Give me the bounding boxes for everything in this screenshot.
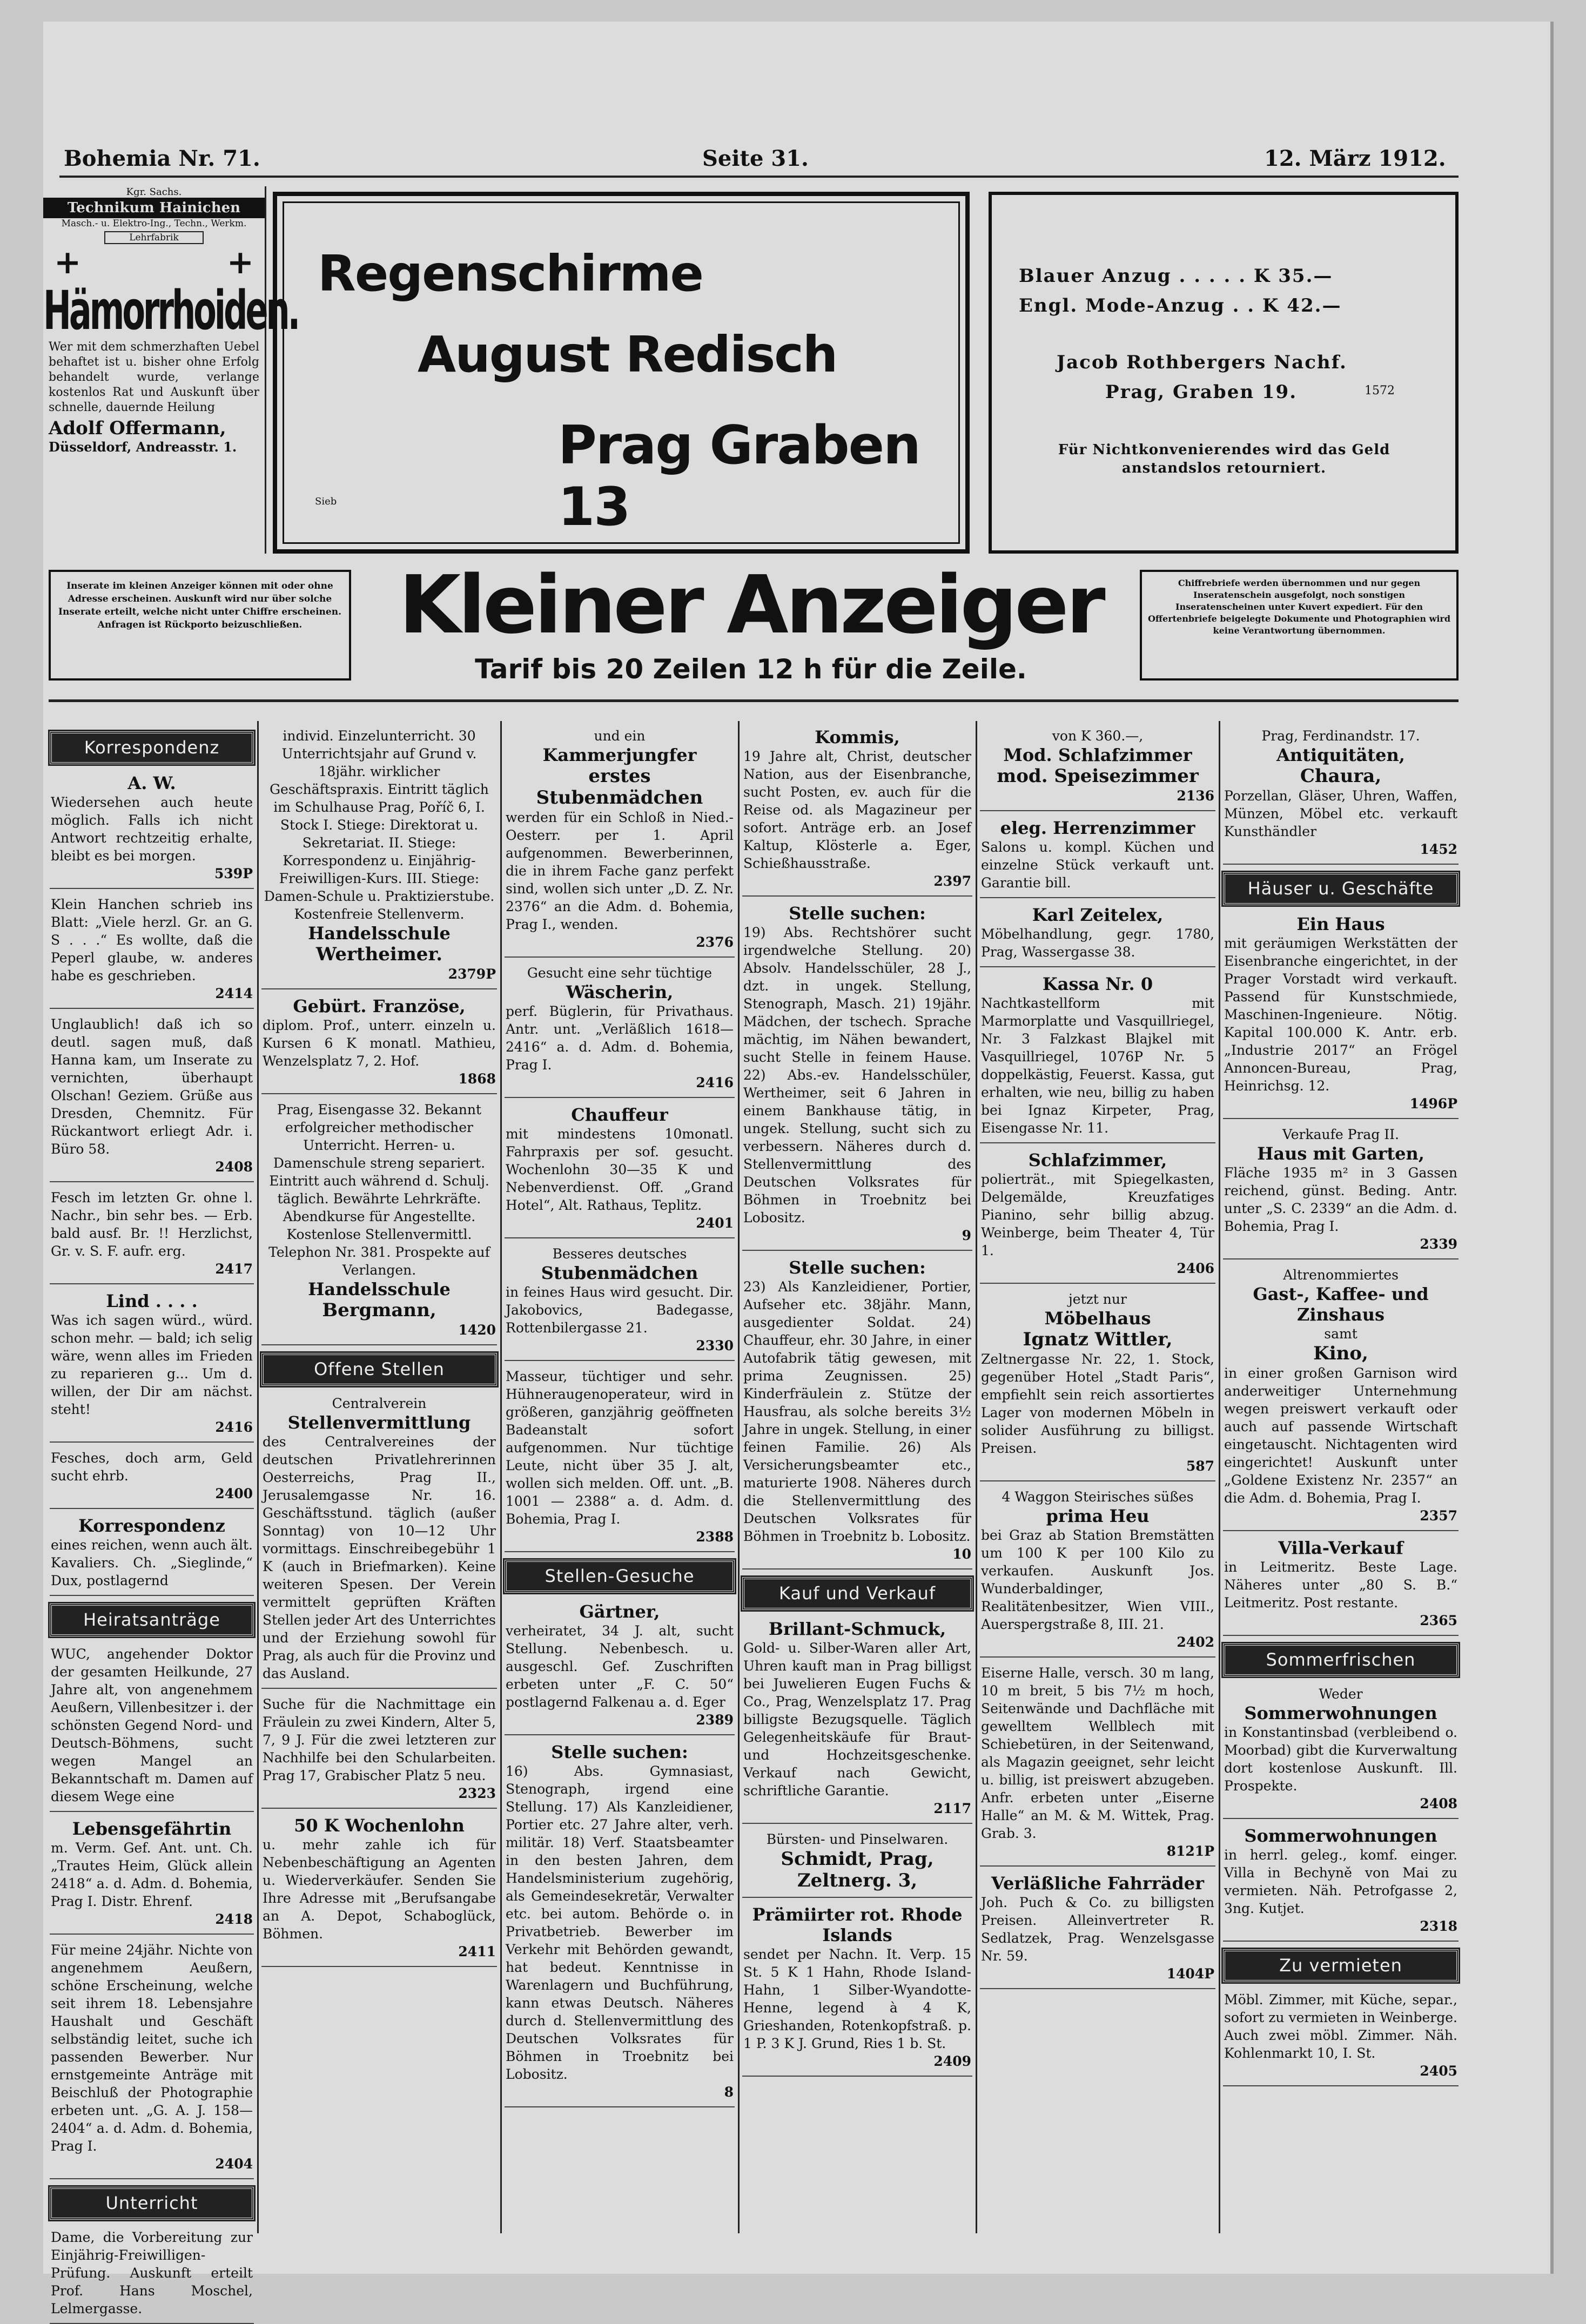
ad-code: 2411	[458, 1944, 496, 1959]
ad-body: perf. Büglerin, für Privathaus. Antr. unt. „Verläßlich 1618—2416“ a. d. Adm. d. Bohemia, Prag I.	[506, 1003, 734, 1073]
ad-body: in herrl. geleg., komf. einger. Villa in Bechyně von Mai zu vermieten. Näh. Petrofgasse 2, 3ng. Kutjet.	[1224, 1847, 1457, 1916]
ad-body: Fesch im letzten Gr. ohne l. Nachr., bin sehr bes. — Erb. bald ausf. Br. !! Herzlichst, Gr. v. S. F. aufr. erg.	[51, 1190, 253, 1259]
classified-ad	[980, 1147, 1215, 1284]
column-1	[50, 724, 254, 2316]
ad-code: 2357	[1420, 1508, 1457, 1524]
ad-body: Möbl. Zimmer, mit Küche, separ., sofort zu vermieten in Weinberge. Auch zwei möbl. Zimmer. Näh. Kohlenmarkt 10, I. St.	[1224, 1992, 1457, 2061]
ad-title: Gebürt. Französe,	[293, 996, 466, 1016]
ad-body: Joh. Puch & Co. zu billigsten Preisen. Alleinvertreter R. Sedlatzek, Prag. Wenzelsgasse Nr. 59.	[981, 1895, 1214, 1964]
ad-body: 16) Abs. Gymnasiast, Stenograph, irgend eine Stellung. 17) Als Kanzleidiener, Portier etc. 27 Jahre alter, verh. militär. 18) Verf. Staatsbeamter in den besten Jahren, dem Handelsministerium zugehörig, als Gemeindesekretär, Verwalter etc. bei autom. Behörde o. in Privatbetrieb. Bewerber im Verkehr mit Behörden gewandt, hat bedeut. Kenntnisse in Warenlagern und Buchführung, kann etwas Deutsch. Näheres durch d. Stellenvermittlung des Deutschen Volksrates für Böhmen in Troebnitz bei Lobositz.	[506, 1763, 734, 2082]
ad-title: Chauffeur	[571, 1104, 668, 1125]
ad-title: Sommerwohnungen	[1244, 1703, 1437, 1723]
ad-title: Schlafzimmer,	[1028, 1150, 1167, 1170]
ad-title: Haus mit Garten,	[1257, 1143, 1424, 1164]
ad-body: in einer großen Garnison wird anderweitiger Unternehmung wegen preiswert verkauft oder auch auf passende Wirtschaft eingetauscht. Nichtagenten wird eingerichtet! Auskunft unter „Goldene Existenz Nr. 2357“ an die Adm. d. Bohemia, Prag I.	[1224, 1365, 1457, 1506]
rothberger-firm: Jacob Rothbergers Nachf.	[1057, 352, 1347, 373]
column-4-ads	[742, 724, 972, 1569]
ad-body: des Centralvereines der deutschen Privatlehrerinnen Oesterreichs, Prag II., Jerusalemgasse Nr. 16. Geschäftsstund. täglich (außer Sonntag) von 10—12 Uhr vormittags. Einschreibegebühr 1 K (auch in Briefmarken). Keine weiteren Spesen. Der Verein vermittelt geprüften Kräften Stellen jeder Art des Unterrichtes und der Erziehung sowohl für Prag, als auch für die Provinz und das Ausland.	[263, 1434, 496, 1681]
ad-code: 2400	[215, 1486, 253, 1501]
classified-ad	[1223, 1682, 1459, 1819]
classified-ad	[50, 770, 254, 889]
ad-technikum-haemorrhoiden	[43, 186, 299, 554]
ad-code: 539P	[214, 866, 253, 881]
ad-body: bei Graz ab Station Bremstätten um 100 K per 100 Kilo zu verkaufen. Auskunft Jos. Wunderbaldinger, Realitätenbesitzer, Wien VIII., Auerspergstraße 8, III. 21.	[981, 1527, 1214, 1632]
plus-signs	[43, 246, 265, 279]
classified-ad	[261, 1812, 497, 1967]
ad-title: A. W.	[127, 773, 176, 793]
plus-icon: +	[54, 244, 82, 281]
ad-code: 2414	[215, 986, 253, 1001]
classified-ad	[505, 724, 735, 958]
ad-body: Klein Hanchen schrieb ins Blatt: „Viele herzl. Gr. an G. S . . .“ Es wollte, daß die Peperl glaube, w. anderes habe es geschrieben.	[51, 897, 253, 984]
technikum-line-3: Lehrfabrik	[104, 231, 204, 244]
ad-title: Stubenmädchen	[541, 1263, 698, 1283]
ad-code: 2365	[1420, 1613, 1457, 1628]
header-page-number: Seite 31.	[702, 146, 809, 171]
ad-title: Kommis,	[815, 727, 900, 747]
ad-title: Kassa Nr. 0	[1042, 974, 1153, 994]
ad-body: Fläche 1935 m² in 3 Gassen reichend, günst. Beding. Antr. unter „S. C. 2339“ an die Adm. d. Bohemia, Prag I.	[1224, 1165, 1457, 1234]
ad-title: Sommerwohnungen	[1244, 1825, 1437, 1846]
ad-title: Mod. Schlafzimmer	[1003, 745, 1192, 765]
ad-body: 19) Abs. Rechtshörer sucht irgendwelche Stellung. 20) Absolv. Handelsschüler, 28 J., dzt. in ungek. Stellung, Stenograph, Masch. 21) 19jähr. Mädchen, der tschech. Sprache mächtig, im Nähen bewandert, sucht Stelle in feinem Hause. 22) Abs.-ev. Handelsschüler, Wertheimer, seit 6 Jahren in einem Bankhause tätig, in ungek. Stellung, sucht sich zu verbessern. Näheres durch d. Stellenvermittlung des Deutschen Volksrates für Böhmen in Troebnitz bei Lobositz.	[743, 925, 971, 1225]
ad-body: 23) Als Kanzleidiener, Portier, Aufseher etc. 38jähr. Mann, ausgedienter Soldat. 24) Chauffeur, ehr. 30 Jahre, in einer Autofabrik tätig gewesen, mit prima Zeugnissen. 25) Kinderfräulein z. Stütze der Hausfrau, als solche bereits 3½ Jahre in ungek. Stellung, in einer feinen Familie. 26) Als Versicherungsbeamter etc., maturierte 1908. Näheres durch die Stellenvermittlung des Deutschen Volksrates für Böhmen in Troebnitz b. Lobositz.	[743, 1279, 971, 1544]
ad-title: Lind . . . .	[106, 1291, 198, 1311]
rothberger-address: Prag, Graben 19.	[1105, 381, 1298, 403]
ad-code: 2136	[1177, 788, 1214, 804]
ad-code: 2379P	[448, 966, 496, 982]
ad-body: Dame, die Vorbereitung zur Einjährig-Freiwilligen-Prüfung. Auskunft erteilt Prof. Hans Moschel, Lelmergasse.	[51, 2229, 253, 2316]
ad-code: 2418	[215, 1911, 253, 1927]
category-sommerfrischen: Sommerfrischen	[1223, 1643, 1459, 1676]
ad-code: 2318	[1420, 1918, 1457, 1934]
classified-ad	[50, 1938, 254, 2179]
ad-code: 1404P	[1166, 1966, 1214, 1982]
column-6-ads	[1223, 724, 1459, 865]
classified-ad	[505, 1242, 735, 1361]
classified-ad	[1223, 724, 1459, 865]
plus-icon: +	[226, 244, 254, 281]
kleiner-anzeiger-title: Kleiner Anzeiger	[399, 558, 1103, 651]
ad-code: 1496P	[1409, 1096, 1457, 1112]
ad-title: Stelle suchen:	[551, 1742, 688, 1762]
classified-ad	[1223, 1263, 1459, 1531]
ad-code: 1868	[458, 1071, 496, 1087]
ad-subline: Altrenommiertes	[1283, 1267, 1399, 1283]
ad-subline: Verkaufe Prag II.	[1282, 1127, 1399, 1142]
category-offene-stellen: Offene Stellen	[261, 1353, 497, 1386]
ad-subline: samt	[1324, 1326, 1357, 1342]
ad-code: 2408	[1420, 1796, 1457, 1811]
regenschirme-line2: August Redisch	[418, 326, 837, 383]
header-rule	[59, 176, 1459, 178]
ad-body: werden für ein Schloß in Nied.-Oesterr. per 1. April aufgenommen. Bewerberinnen, die in ihrem Fache ganz perfekt sind, wollen sich unter „D. Z. Nr. 2376“ an die Adm. d. Bohemia, Prag I., wenden.	[506, 810, 734, 932]
ad-subline: Besseres deutsches	[552, 1246, 687, 1262]
ad-title: Kammerjungfer	[542, 745, 697, 765]
ad-code: 2397	[933, 873, 971, 889]
classified-ad	[980, 1485, 1215, 1658]
haemorrhoiden-address: Düsseldorf, Andreasstr. 1.	[49, 439, 237, 455]
classified-ad	[742, 1615, 972, 1824]
classified-ad	[505, 1598, 735, 1735]
classified-ad	[50, 1815, 254, 1935]
ad-title: Karl Zeitelex,	[1032, 905, 1164, 925]
ad-subline: Weder	[1319, 1686, 1363, 1702]
ad-code: 2417	[215, 1261, 253, 1277]
ad-code: 2323	[458, 1786, 496, 1801]
ad-code: 1452	[1420, 841, 1457, 857]
kleiner-anzeiger-tarif: Tarif bis 20 Zeilen 12 h für die Zeile.	[475, 654, 1027, 685]
column-2-ads-stellen	[261, 1391, 497, 1967]
classified-ad	[980, 901, 1215, 967]
ad-title: Prämiirter rot. Rhode Islands	[752, 1904, 963, 1945]
ad-body: Suche für die Nachmittage ein Fräulein zu zwei Kindern, Alter 5, 7, 9 J. Für die zwei letzteren zur Nachhilfe bei den Schularbeiten. Prag 17, Grabischer Platz 5 neu.	[263, 1696, 496, 1783]
ad-code: 2405	[1420, 2063, 1457, 2079]
rothberger-item2: Engl. Mode-Anzug . . K 42.—	[1019, 295, 1342, 316]
classified-ad	[742, 900, 972, 1251]
classified-ad	[1223, 1122, 1459, 1259]
ad-title: Antiquitäten,	[1276, 745, 1405, 765]
classified-ad	[1223, 1534, 1459, 1636]
ad-subline: und ein	[594, 728, 646, 744]
ad-title: Stelle suchen:	[789, 903, 926, 924]
ad-title: Handelsschule	[308, 923, 451, 944]
category-stellengesuche: Stellen-Gesuche	[505, 1560, 735, 1593]
column-4-ads-kauf	[742, 1615, 972, 2077]
ad-title: 50 K Wochenlohn	[294, 1815, 465, 1836]
classified-ad	[261, 724, 497, 989]
rothberger-code: 1572	[1365, 384, 1395, 398]
ad-title: Handelsschule	[308, 1279, 451, 1299]
ad-code: 2416	[696, 1075, 734, 1090]
category-zu-vermieten: Zu vermieten	[1223, 1949, 1459, 1982]
category-unterricht: Unterricht	[50, 2187, 254, 2220]
rothberger-note: Für Nichtkonvenierendes wird das Geld anstandslos retourniert.	[1058, 442, 1390, 476]
ad-code: 9	[962, 1228, 971, 1243]
regenschirme-line3: Prag Graben 13	[558, 415, 920, 538]
ad-subline: 4 Waggon Steirisches süßes	[1002, 1489, 1194, 1505]
classified-ad	[50, 1446, 254, 1509]
ad-code: 2401	[696, 1215, 734, 1231]
classified-ad	[742, 1901, 972, 2077]
ad-headline: Kino,	[1313, 1343, 1368, 1364]
column-1-ads-heirat	[50, 1642, 254, 2179]
ad-subline: Bürsten- und Pinselwaren.	[766, 1831, 949, 1847]
category-haeuser-geschaefte: Häuser u. Geschäfte	[1223, 872, 1459, 905]
ad-code: 2409	[933, 2053, 971, 2069]
category-heiratsantraege: Heiratsanträge	[50, 1604, 254, 1636]
ad-headline: Chaura,	[1300, 765, 1382, 787]
ad-headline: Wertheimer.	[315, 944, 443, 965]
ad-body: Nachtkastellform mit Marmorplatte und Vasquillriegel, Nr. 3 Falzkast Blajkel mit Vasquillriegel, 1076P Nr. 5 doppelkästig, Feuerst. Kassa, gut erhalten, wie neu, billig zu haben bei Ignaz Kirpeter, Prag, Eisengasse Nr. 11.	[981, 995, 1214, 1136]
column-1-ads	[50, 770, 254, 1596]
ad-headline: erstes Stubenmädchen	[536, 765, 703, 809]
ad-body: mit mindestens 10monatl. Fahrpraxis per sof. gesucht. Wochenlohn 30—35 K und Nebenverdienst. Off. „Grand Hotel“, Alt. Rathaus, Teplitz.	[506, 1126, 734, 1213]
classified-ad	[505, 1364, 735, 1552]
ad-body: Eiserne Halle, versch. 30 m lang, 10 m breit, 5 bis 7½ m hoch, Seitenwände und Dachfläche mit gewelltem Wellblech mit Schiebetüren, in der Seitenwand, als Magazin geeignet, sehr leicht u. billig, ist preiswert abzugeben. Anfr. erbeten unter „Eiserne Halle“ an M. & M. Wittek, Prag. Grab. 3.	[981, 1665, 1214, 1841]
ad-subline: Prag, Eisengasse 32. Bekannt erfolgreicher methodischer Unterricht. Herren- u. Damenschule streng separiert. Eintritt auch während d. Schulj. täglich. Bewährte Lehrkräfte. Abendkurse für Angestellte. Kostenlose Stellenvermittl. Telephon Nr. 381. Prospekte auf Verlangen.	[268, 1102, 490, 1278]
column-rule	[976, 721, 977, 2233]
ad-title: Lebensgefährtin	[72, 1818, 232, 1839]
column-6-ads-haeuser	[1223, 911, 1459, 1636]
ad-body: in feines Haus wird gesucht. Dir. Jakobovics, Badegasse, Rottenbilergasse 21.	[506, 1284, 734, 1336]
haemorrhoiden-title: Hämorrhoiden.	[43, 279, 299, 342]
ad-body: Was ich sagen würd., würd. schon mehr. — bald; ich selig wäre, wenn alles im Frieden zu reparieren g... Um d. willen, der Dir am nächst. steht!	[51, 1312, 253, 1417]
ad-title: prima Heu	[1046, 1506, 1150, 1526]
column-6-ads-sommer	[1223, 1682, 1459, 1942]
ad-subline: Centralverein	[332, 1396, 427, 1411]
ad-rothberger	[989, 192, 1459, 554]
classified-ad	[50, 1512, 254, 1596]
column-rule	[500, 721, 502, 2233]
ad-code: 2408	[215, 1159, 253, 1175]
classified-ad	[50, 1642, 254, 1812]
ad-body: u. mehr zahle ich für Nebenbeschäftigung an Agenten u. Wiederverkäufer. Senden Sie Ihre Adresse mit „Berufsangabe an A. Depot, Schaboglück, Böhmen.	[263, 1837, 496, 1942]
ad-code: 10	[952, 1546, 971, 1562]
ad-title: eleg. Herrenzimmer	[1000, 818, 1195, 838]
classified-ad	[980, 814, 1215, 898]
ad-title: Verläßliche Fahrräder	[991, 1873, 1204, 1894]
classified-ad	[505, 1739, 735, 2107]
classified-ad	[505, 961, 735, 1098]
classified-ad	[1223, 1822, 1459, 1942]
classified-ad	[980, 1287, 1215, 1481]
ad-code: 2406	[1177, 1261, 1214, 1276]
ad-code: 1420	[458, 1322, 496, 1338]
ad-body: m. Verm. Gef. Ant. unt. Ch. „Trautes Heim, Glück allein 2418“ a. d. Adm. d. Bohemia, Prag I. Distr. Ehrenf.	[51, 1840, 253, 1909]
column-5-ads	[980, 724, 1215, 1481]
column-rule	[1219, 721, 1220, 2233]
ad-subline: Prag, Ferdinandstr. 17.	[1261, 728, 1420, 744]
ad-title: Gärtner,	[579, 1601, 660, 1622]
ad-title: Ein Haus	[1296, 914, 1385, 934]
ad-title: Stelle suchen:	[789, 1257, 926, 1278]
ad-code: 2330	[696, 1338, 734, 1353]
ad-subline: von K 360.—,	[1052, 728, 1144, 744]
ad-title: Stellenvermittlung	[287, 1412, 471, 1433]
ad-subline: individ. Einzelunterricht. 30 Unterrichtsjahr auf Grund v. 18jähr. wirklicher Geschäftspraxis. Eintritt täglich im Schulhause Prag, Poříč 6, I. Stock I. Stiege: Direktorat u. Sekretariat. II. Stiege: Korrespondenz u. Einjährig-Freiwilligen-Kurs. III. Stiege: Damen-Schule u. Praktizierstube. Kostenfreie Stellenverm.	[264, 728, 495, 922]
ad-code: 2376	[696, 934, 734, 950]
ad-body: 19 Jahre alt, Christ, deutscher Nation, aus der Eisenbranche, sucht Posten, ev. auch für die Reise od. als Magazineur per sofort. Anträge erb. an Josef Kaltup, Klösterle a. Eger, Schießhausstraße.	[743, 749, 971, 871]
ad-body: Wiedersehen auch heute möglich. Falls ich nicht Antwort rechtzeitig erhalte, bleibt es bei morgen.	[51, 794, 253, 864]
classified-ad	[1223, 1988, 1459, 2086]
ad-title: Möbelhaus	[1044, 1308, 1151, 1329]
classified-ad	[50, 2225, 254, 2324]
ad-body: Unglaublich! daß ich so deutl. sagen muß, daß Hanna kam, um Inserate zu vernichten, überhaupt Olschan! Geziem. Grüße aus Dresden, Chemnitz. Für Rückantwort erliegt Adr. i. Büro 58.	[51, 1016, 253, 1157]
ad-body: eines reichen, wenn auch ält. Kavaliers. Ch. „Sieglinde,“ Dux, postlagernd	[51, 1537, 253, 1588]
column-rule	[257, 721, 259, 2233]
ad-title: Villa-Verkauf	[1278, 1538, 1403, 1558]
ad-code: 8121P	[1166, 1843, 1214, 1859]
ad-code: 2402	[1177, 1634, 1214, 1650]
ad-code: 2388	[696, 1529, 734, 1545]
ad-body: sendet per Nachn. It. Verp. 15 St. 5 K 1 Hahn, Rhode Island-Hahn, 1 Silber-Wyandotte-Henne, legend à 4 K, Grieshanden, Rotenkopfstraß. p. 1 P. 3 K J. Grund, Ries 1 b. St.	[743, 1946, 971, 2051]
ad-regenschirme	[273, 192, 970, 554]
ad-code: 587	[1186, 1458, 1214, 1474]
ad-body: Gold- u. Silber-Waren aller Art, Uhren kauft man in Prag billigst bei Juwelieren Eugen Fuchs & Co., Prag, Wenzelsplatz 17. Prag billigste Bezugsquelle. Täglich Gelegenheitskäufe für Braut- und Hochzeitsgeschenke. Verkauf nach Gewicht, schriftliche Garantie.	[743, 1640, 971, 1798]
ad-body: Fesches, doch arm, Geld sucht ehrb.	[51, 1450, 253, 1484]
classified-ad	[742, 1254, 972, 1569]
classified-ad	[742, 724, 972, 897]
ad-body: in Konstantinsbad (verbleibend o. Moorbad) gibt die Kurverwaltung dort kostenlose Auskunft. Ill. Prospekte.	[1224, 1725, 1457, 1794]
ad-code: 2416	[215, 1419, 253, 1435]
regenschirme-code: Sieb	[315, 496, 337, 507]
kleiner-anzeiger-note-right: Chiffrebriefe werden übernommen und nur gegen Inseratenschein ausgefolgt, noch sonstigen Inseratenscheinen unter Kuvert expediert. Für den Offertenbriefe beigelegte Dokumente und Photographien wird keine Verantwortung übernommen.	[1140, 570, 1459, 681]
column-3-ads	[505, 724, 735, 1552]
ad-body: in Leitmeritz. Beste Lage. Näheres unter „80 S. B.“ Leitmeritz. Post restante.	[1224, 1559, 1457, 1611]
ad-body: Masseur, tüchtiger und sehr. Hühneraugenoperateur, wird in größeren, ganzjährig geöffneten Badeanstalt sofort aufgenommen. Nur tüchtige Leute, nicht über 35 J. alt, wollen sich melden. Off. unt. „B. 1001 — 2388“ a. d. Adm. d. Bohemia, Prag I.	[506, 1369, 734, 1527]
classified-ad	[505, 1101, 735, 1238]
column-3-ads-gesuche	[505, 1598, 735, 2107]
category-kauf-verkauf: Kauf und Verkauf	[742, 1577, 972, 1610]
ad-body: verheiratet, 34 J. alt, sucht Stellung. Nebenbesch. u. ausgeschl. Gef. Zuschriften erbeten unter „F. C. 50“ postlagernd Falkenau a. d. Eger	[506, 1623, 734, 1710]
ad-title: Korrespondenz	[78, 1515, 225, 1536]
kleiner-anzeiger-note-left: Inserate im kleinen Anzeiger können mit oder ohne Adresse erscheinen. Auskunft wird nur über solche Inserate erteilt, welche nicht unter Chiffre erscheinen. Anfragen ist Rückporto beizuschließen.	[49, 570, 351, 681]
ad-body: Salons u. kompl. Küchen und einzelne Stück verkauft unt. Garantie bill.	[981, 839, 1214, 891]
ad-subline: jetzt nur	[1068, 1291, 1127, 1307]
classified-ad	[50, 1012, 254, 1182]
category-korrespondenz: Korrespondenz	[50, 731, 254, 764]
ad-code: 2339	[1420, 1236, 1457, 1252]
column-6	[1223, 724, 1459, 2231]
haemorrhoiden-name: Adolf Offermann,	[49, 417, 226, 439]
classified-ad	[261, 1097, 497, 1345]
column-6-ads-vermieten	[1223, 1988, 1459, 2086]
column-rule	[738, 721, 740, 2233]
column-2-ads	[261, 724, 497, 1345]
ad-body: WUC, angehender Doktor der gesamten Heilkunde, 27 Jahre alt, von angenehmem Aeußern, Villenbesitzer i. der schönsten Gegend Nord- und Deutsch-Böhmens, sucht wegen Mangel an Bekanntschaft m. Damen auf diesem Wege eine	[51, 1646, 253, 1804]
ad-code: 2117	[933, 1801, 971, 1816]
column-3	[505, 724, 735, 2231]
ad-body: polierträt., mit Spiegelkasten, Delgemälde, Kreuzfatiges Pianino, sehr billig abzug. Weinberge, beim Theater 4, Tür 1.	[981, 1171, 1214, 1258]
ad-code: 2389	[696, 1712, 734, 1728]
classified-ad	[50, 1185, 254, 1284]
column-2	[261, 724, 497, 2231]
column-5	[980, 724, 1215, 2231]
ad-headline: Bergmann,	[322, 1299, 436, 1321]
classified-ad	[742, 1827, 972, 1898]
haemorrhoiden-body: Wer mit dem schmerzhaften Uebel behaftet ist u. bisher ohne Erfolg behandelt wurde, verlange kostenlos Rat und Auskunft über schnelle, dauernde Heilung	[49, 340, 259, 414]
ad-title: Gast-, Kaffee- und Zinshaus	[1253, 1284, 1429, 1325]
classified-ad	[980, 724, 1215, 811]
rothberger-item1: Blauer Anzug . . . . . K 35.—	[1019, 265, 1333, 287]
technikum-line-2: Masch.- u. Elektro-Ing., Techn., Werkm.	[61, 218, 247, 229]
ad-body: Für meine 24jähr. Nichte von angenehmem Aeußern, schöne Erscheinung, welche seit ihrem 18. Lebensjahre Haushalt und Geschäft selbständig leitet, suche ich passenden Bewerber. Nur ernstgemeinte Anträge mit Beischluß der Photographie erbeten unt. „G. A. J. 158—2404“ a. d. Adm. d. Bohemia, Prag I.	[51, 1942, 253, 2154]
classified-ad	[261, 1391, 497, 1689]
classified-ad	[261, 993, 497, 1094]
classified-ad	[50, 892, 254, 1009]
technikum-name: Technikum Hainichen	[43, 198, 265, 218]
classified-ad	[980, 1661, 1215, 1867]
ad-title: Brillant-Schmuck,	[768, 1619, 946, 1639]
column-1-ads-unterricht	[50, 2225, 254, 2324]
classified-ad	[1223, 911, 1459, 1119]
ad-body: Zeltnergasse Nr. 22, 1. Stock, gegenüber Hotel „Stadt Paris“, empfiehlt sein reich assortiertes Lager von modernen Möbeln in solider Ausführung zu billigst. Preisen.	[981, 1351, 1214, 1456]
classified-ad	[980, 971, 1215, 1143]
ad-headline: Ignatz Wittler,	[1023, 1329, 1173, 1350]
ad-body: mit geräumigen Werkstätten der Eisenbranche eingerichtet, in der Prager Vorstadt wird verkauft. Passend für Kunstschmiede, Maschinen-Ingenieure. Nötig. Kapital 100.000 K. Antr. erb. „Industrie 2017“ an Frögel Annoncen-Bureau, Prag, Heinrichsg. 12.	[1224, 935, 1457, 1094]
column-5-ads-b	[980, 1485, 1215, 1989]
ad-subline: Gesucht eine sehr tüchtige	[527, 965, 713, 981]
ad-body: diplom. Prof., unterr. einzeln u. Kursen 6 K monatl. Mathieu, Wenzelsplatz 7, 2. Hof.	[263, 1018, 496, 1069]
header-date: 12. März 1912.	[1264, 146, 1446, 171]
header-issue: Bohemia Nr. 71.	[64, 146, 260, 171]
ad-code: 8	[724, 2084, 734, 2100]
ad-headline: mod. Speisezimmer	[997, 765, 1199, 787]
classified-ad	[50, 1288, 254, 1443]
ad-body: Porzellan, Gläser, Uhren, Waffen, Münzen, Möbel etc. verkauft Kunsthändler	[1224, 788, 1457, 839]
column-4	[742, 724, 972, 2231]
ad-body: Möbelhandlung, gegr. 1780, Prag, Wassergasse 38.	[981, 926, 1214, 960]
classified-ad	[980, 1870, 1215, 1989]
ad-code: 2404	[215, 2156, 253, 2172]
ad-title: Wäscherin,	[566, 982, 674, 1002]
ad-headline: Schmidt, Prag, Zeltnerg. 3,	[781, 1848, 934, 1891]
classified-ad	[261, 1692, 497, 1809]
technikum-line-0: Kgr. Sachs.	[126, 186, 182, 198]
regenschirme-line1: Regenschirme	[318, 245, 703, 302]
masthead-rule	[49, 699, 1459, 702]
